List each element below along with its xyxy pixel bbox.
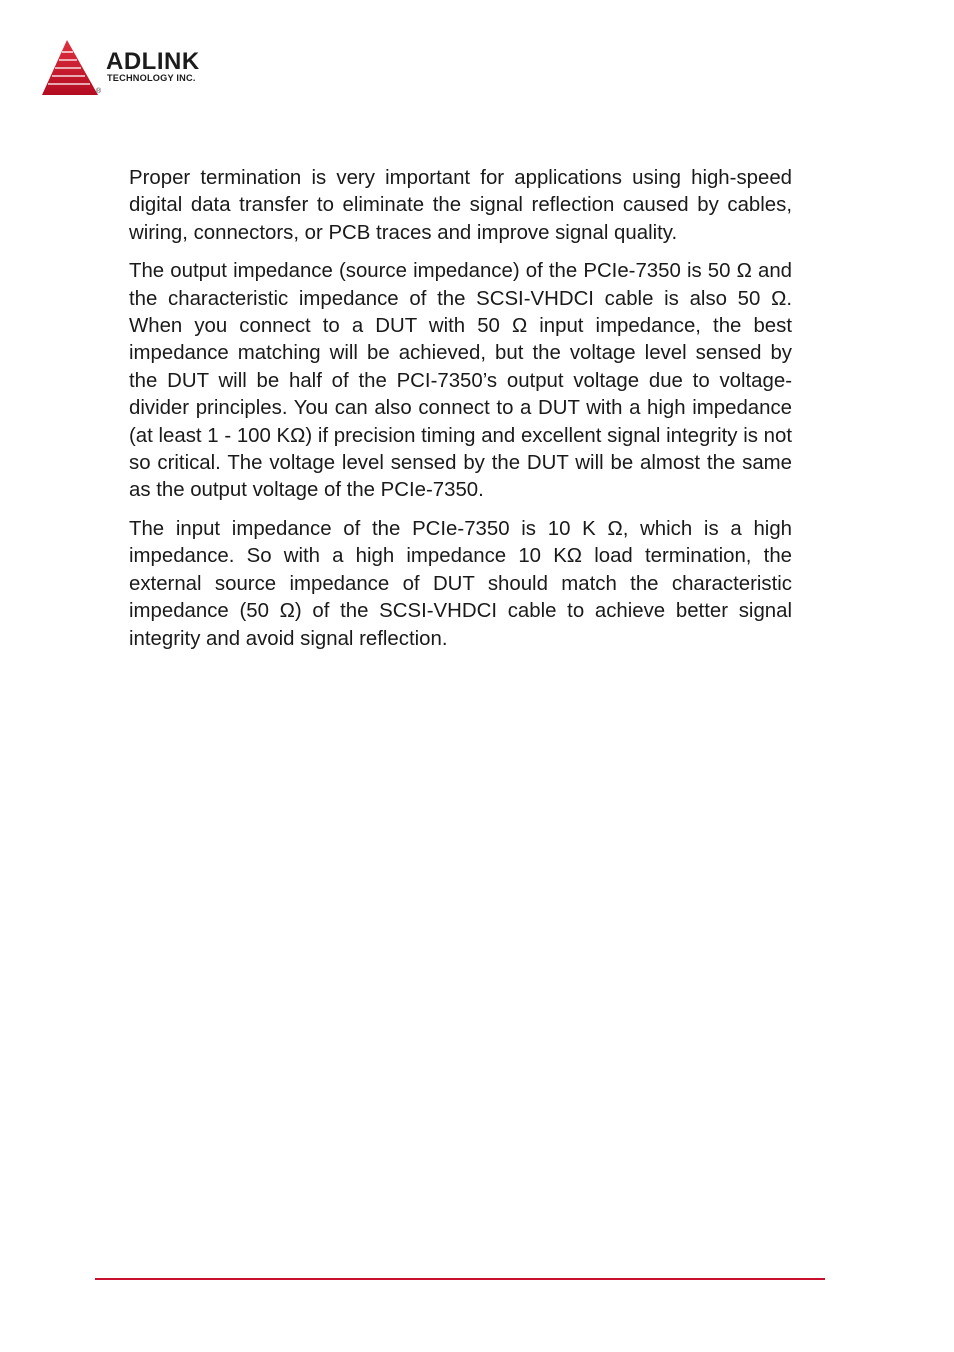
footer-divider xyxy=(95,1278,825,1280)
brand-subtitle: TECHNOLOGY INC. xyxy=(107,73,196,83)
paragraph-termination: Proper termination is very important for applications using high-speed digital data transfer to eliminate the signal reflection caused by cables, wiring, connectors, or PCB traces and improve signal quality. xyxy=(129,167,792,244)
body-text xyxy=(129,165,792,664)
paragraph-output-impedance: The output impedance (source impedance) of the PCIe-7350 is 50 Ω and the characteristic impedance of the SCSI-VHDCI cable is also 50 Ω. When you connect to a DUT with 50 Ω input impedance, the best impedance matching will be achieved, but the voltage level sensed by the DUT will be half of the PCI-7350’s output voltage due to voltage-divider principles. You can also connect to a DUT with a high impedance (at least 1 - 100 KΩ) if precision timing and excellent signal integrity is not so critical. The voltage level sensed by the DUT will be almost the same as the output voltage of the PCIe-7350. xyxy=(129,260,792,502)
adlink-triangle-logo-icon xyxy=(40,38,104,98)
registered-mark: ® xyxy=(96,88,102,95)
paragraph-input-impedance: The input impedance of the PCIe-7350 is 10 K Ω, which is a high impedance. So with a high impedance 10 KΩ load termination, the external source impedance of DUT should match the characteristic impedance (50 Ω) of the SCSI-VHDCI cable to achieve better signal integrity and avoid signal reflection. xyxy=(129,517,792,650)
adlink-logo xyxy=(40,38,240,100)
brand-name: ADLINK xyxy=(106,48,200,75)
